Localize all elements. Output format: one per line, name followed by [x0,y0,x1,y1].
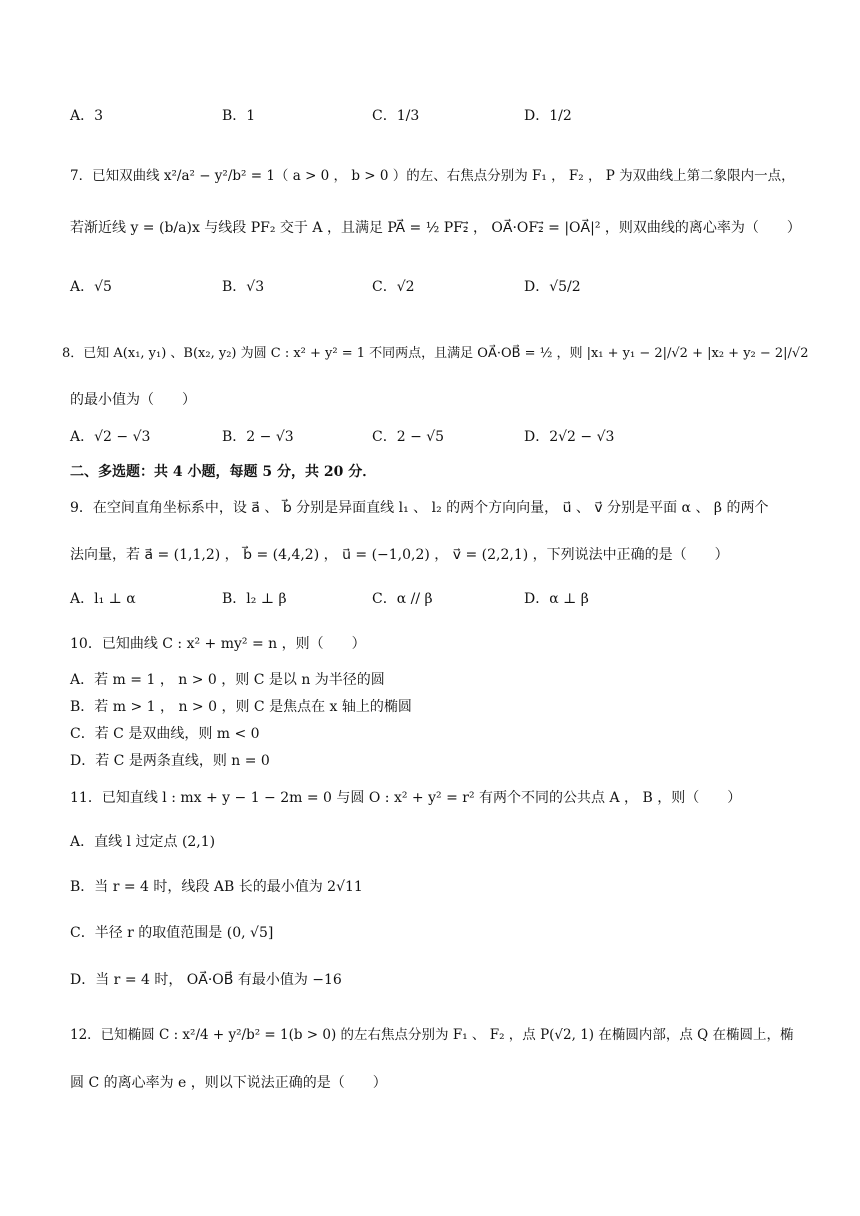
q7-option-b: B．√3 [222,279,265,295]
q8-option-b: B．2 − √3 [222,429,294,445]
q10-option-a: A．若 m = 1 ， n > 0 ，则 C 是以 n 为半径的圆 [70,672,385,688]
q9-stem-line2: 法向量，若 a⃗ = (1,1,2) ， b⃗ = (4,4,2) ， u⃗ = (−1,0,2) ， v⃗ = (2,2,1) ，下列说法中正确的是（ ） [70,547,729,563]
q8-option-c: C．2 − √5 [372,429,445,445]
q7-option-d: D．√5/2 [524,279,581,295]
q11-option-a: A．直线 l 过定点 (2,1) [70,834,216,850]
q9-stem-line1: 9．在空间直角坐标系中，设 a⃗ 、 b⃗ 分别是异面直线 l₁ 、 l₂ 的两个方向向量， u⃗ 、 v⃗ 分别是平面 α 、 β 的两个 [70,500,769,516]
q9-option-d: D．α ⊥ β [524,591,589,607]
q11-option-d: D．当 r = 4 时， OA⃗·OB⃗ 有最小值为 −16 [70,972,342,988]
q11-option-c: C．半径 r 的取值范围是 (0, √5] [70,925,274,941]
q6-option-a: A．3 [70,108,104,124]
q12-stem-line1: 12．已知椭圆 C : x²/4 + y²/b² = 1(b > 0) 的左右焦点分别为 F₁ 、 F₂ ，点 P(√2, 1) 在椭圆内部，点 Q 在椭圆上，椭 [70,1027,794,1043]
q12-stem-line2: 圆 C 的离心率为 e ，则以下说法正确的是（ ） [70,1075,387,1091]
q7-stem-line1: 7．已知双曲线 x²/a² − y²/b² = 1（ a > 0 ， b > 0 ）的左、右焦点分别为 F₁ ， F₂ ， P 为双曲线上第二象限内一点， [70,168,795,184]
q6-option-d: D．1/2 [524,108,572,124]
q10-option-c: C．若 C 是双曲线，则 m < 0 [70,726,260,742]
q10-option-b: B．若 m > 1 ， n > 0 ，则 C 是焦点在 x 轴上的椭圆 [70,699,412,715]
q11-option-b: B．当 r = 4 时，线段 AB 长的最小值为 2√11 [70,879,363,895]
q11-stem: 11．已知直线 l : mx + y − 1 − 2m = 0 与圆 O : x² + y² = r² 有两个不同的公共点 A ， B ，则（ ） [70,790,742,806]
q8-stem-line1: 8．已知 A(x₁, y₁) 、B(x₂, y₂) 为圆 C : x² + y² = 1 不同两点，且满足 OA⃗·OB⃗ = ½ ，则 |x₁ + y₁ − 2|/√2 + |x₂ + y₂ − 2|/√2 [62,346,809,361]
q7-stem-line2: 若渐近线 y = (b/a)x 与线段 PF₂ 交于 A ，且满足 PA⃗ = ½ PF₂⃗ ， OA⃗·OF₂⃗ = |OA⃗|² ，则双曲线的离心率为（ ） [70,220,801,236]
q6-option-c: C．1/3 [372,108,420,124]
q8-stem-line2: 的最小值为（ ） [70,392,196,408]
section-2-heading: 二、多选题：共 4 小题，每题 5 分，共 20 分． [70,464,377,480]
q9-option-b: B．l₂ ⊥ β [222,591,287,607]
q10-option-d: D．若 C 是两条直线，则 n = 0 [70,753,270,769]
q9-option-a: A．l₁ ⊥ α [70,591,136,607]
q8-option-a: A．√2 − √3 [70,429,151,445]
q7-option-a: A．√5 [70,279,112,295]
q10-stem: 10．已知曲线 C : x² + my² = n ，则（ ） [70,636,366,652]
q6-option-b: B．1 [222,108,256,124]
q7-option-c: C．√2 [372,279,415,295]
q8-option-d: D．2√2 − √3 [524,429,615,445]
q9-option-c: C．α // β [372,591,433,607]
